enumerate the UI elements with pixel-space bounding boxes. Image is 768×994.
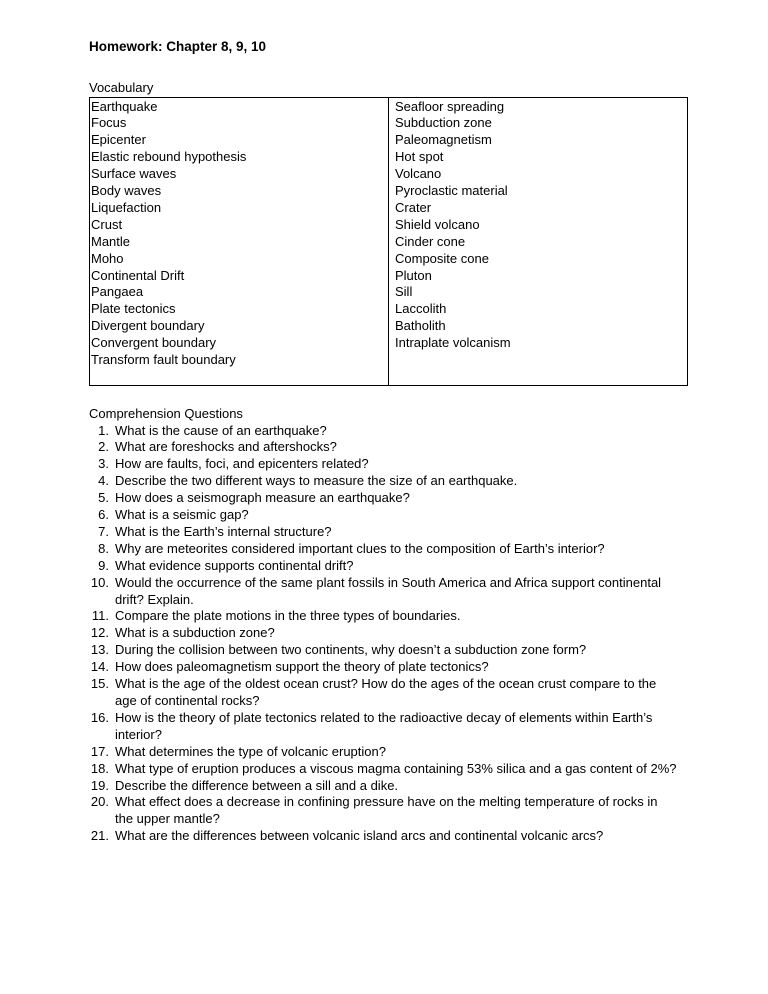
vocabulary-term: Seafloor spreading [395,98,505,114]
question-text-line: What is a seismic gap? [115,507,249,523]
vocabulary-term: Moho [91,250,124,266]
vocabulary-term: Volcano [395,166,442,182]
question-text-line: the upper mantle? [115,811,220,827]
question-text-line: drift? Explain. [115,591,194,607]
vocabulary-left-column [90,97,389,386]
question-text-line: What type of eruption produces a viscous magma containing 53% silica and a gas content of 2%? [115,760,677,776]
vocabulary-term: Composite cone [395,250,489,266]
question-item [90,625,689,642]
vocabulary-term: Cinder cone [395,233,466,249]
question-item [98,540,689,558]
question-number: 18. [90,760,109,776]
question-number: 7. [98,523,109,539]
vocabulary-term: Shield volcano [395,216,480,232]
vocabulary-term: Pyroclastic material [395,183,508,199]
vocabulary-term: Earthquake [91,98,158,114]
question-item [90,794,689,828]
question-number: 16. [90,709,109,725]
vocabulary-term: Focus [91,115,127,131]
question-number: 15. [90,676,109,692]
question-item [98,507,689,524]
question-number: 5. [98,490,109,506]
question-text-line: How does paleomagnetism support the theory of plate tectonics? [115,659,489,675]
question-text-line: What is the age of the oldest ocean crust? How do the ages of the ocean crust compare to the [115,676,657,692]
vocabulary-term: Liquefaction [91,199,162,215]
question-item [98,473,689,490]
vocabulary-term: Intraplate volcanism [395,335,511,351]
question-item [90,828,689,845]
vocabulary-term: Crust [91,216,123,232]
question-text-line: What evidence supports continental drift? [115,557,354,573]
question-text-line: During the collision between two continents, why doesn’t a subduction zone form? [115,642,587,658]
vocabulary-term: Sill [395,284,413,300]
question-text-line: How does a seismograph measure an earthquake? [115,490,410,506]
question-item [90,574,689,609]
question-text-line: Describe the difference between a sill and a dike. [115,777,399,793]
vocabulary-term: Pangaea [91,284,144,300]
question-text-line: What determines the type of volcanic eruption? [115,743,386,759]
vocabulary-table [89,97,688,387]
question-number: 8. [98,540,109,556]
vocabulary-term: Continental Drift [91,267,185,283]
question-number: 11. [91,608,109,624]
question-item [91,608,689,625]
question-item [98,439,689,456]
question-item [98,456,689,473]
homework-page [89,38,689,845]
question-list [89,423,689,846]
vocabulary-term: Body waves [91,183,162,199]
question-item [90,743,689,761]
question-text-line: interior? [115,726,162,742]
vocabulary-term: Subduction zone [395,115,492,131]
vocabulary-term: Plate tectonics [91,301,176,317]
question-text-line: How is the theory of plate tectonics related to the radioactive decay of elements within Earth’s [115,709,653,725]
question-number: 1. [98,422,109,438]
vocabulary-term: Crater [395,199,432,215]
question-number: 20. [90,794,109,810]
question-number: 13. [90,642,109,658]
question-number: 10. [90,574,109,590]
question-item [90,642,689,659]
question-number: 3. [98,456,109,472]
question-item [98,523,689,541]
vocabulary-term: Mantle [91,233,131,249]
vocabulary-term: Hot spot [395,149,444,165]
question-number: 4. [98,473,109,489]
question-text-line: What effect does a decrease in confining pressure have on the melting temperature of rocks in [115,794,658,810]
question-text-line: How are faults, foci, and epicenters related? [115,456,369,472]
vocabulary-heading: Vocabulary [89,80,154,95]
question-number: 14. [90,659,109,675]
question-number: 2. [98,439,109,455]
vocabulary-term: Convergent boundary [91,335,217,351]
vocabulary-term: Laccolith [395,301,447,317]
question-item [90,709,689,744]
question-text-line: What is the Earth’s internal structure? [115,523,332,539]
question-text-line: Describe the two different ways to measure the size of an earthquake. [115,473,518,489]
question-number: 9. [98,557,109,573]
comprehension-heading: Comprehension Questions [89,406,243,421]
vocabulary-term: Surface waves [91,166,177,182]
question-text-line: What are foreshocks and aftershocks? [115,439,337,455]
question-item [98,422,689,440]
question-text-line: age of continental rocks? [115,693,260,708]
page-title: Homework: Chapter 8, 9, 10 [89,39,267,54]
question-number: 19. [90,777,109,793]
question-text-line: Compare the plate motions in the three types of boundaries. [115,608,461,624]
question-item [98,557,689,575]
question-text-line: What is a subduction zone? [115,625,275,641]
vocabulary-term: Paleomagnetism [395,132,492,148]
question-text-line: Would the occurrence of the same plant fossils in South America and Africa support continental [115,574,662,590]
vocabulary-term: Pluton [395,267,432,283]
question-number: 6. [98,507,109,523]
question-text-line: What is the cause of an earthquake? [115,422,327,438]
vocabulary-right-column [389,97,688,386]
question-number: 17. [90,743,109,759]
question-text-line: What are the differences between volcanic island arcs and continental volcanic arcs? [115,828,604,844]
question-number: 12. [90,625,109,641]
vocabulary-term: Epicenter [91,132,146,148]
vocabulary-term: Elastic rebound hypothesis [91,149,247,165]
vocabulary-term: Transform fault boundary [91,352,236,368]
question-item [90,760,689,778]
question-number: 21. [90,828,109,844]
question-item [90,777,689,795]
vocabulary-term: Batholith [395,318,446,334]
question-item [90,676,689,710]
question-item [90,659,689,676]
vocabulary-term: Divergent boundary [91,318,205,334]
question-text-line: Why are meteorites considered important clues to the composition of Earth’s interior? [115,540,605,556]
question-item [98,490,689,507]
